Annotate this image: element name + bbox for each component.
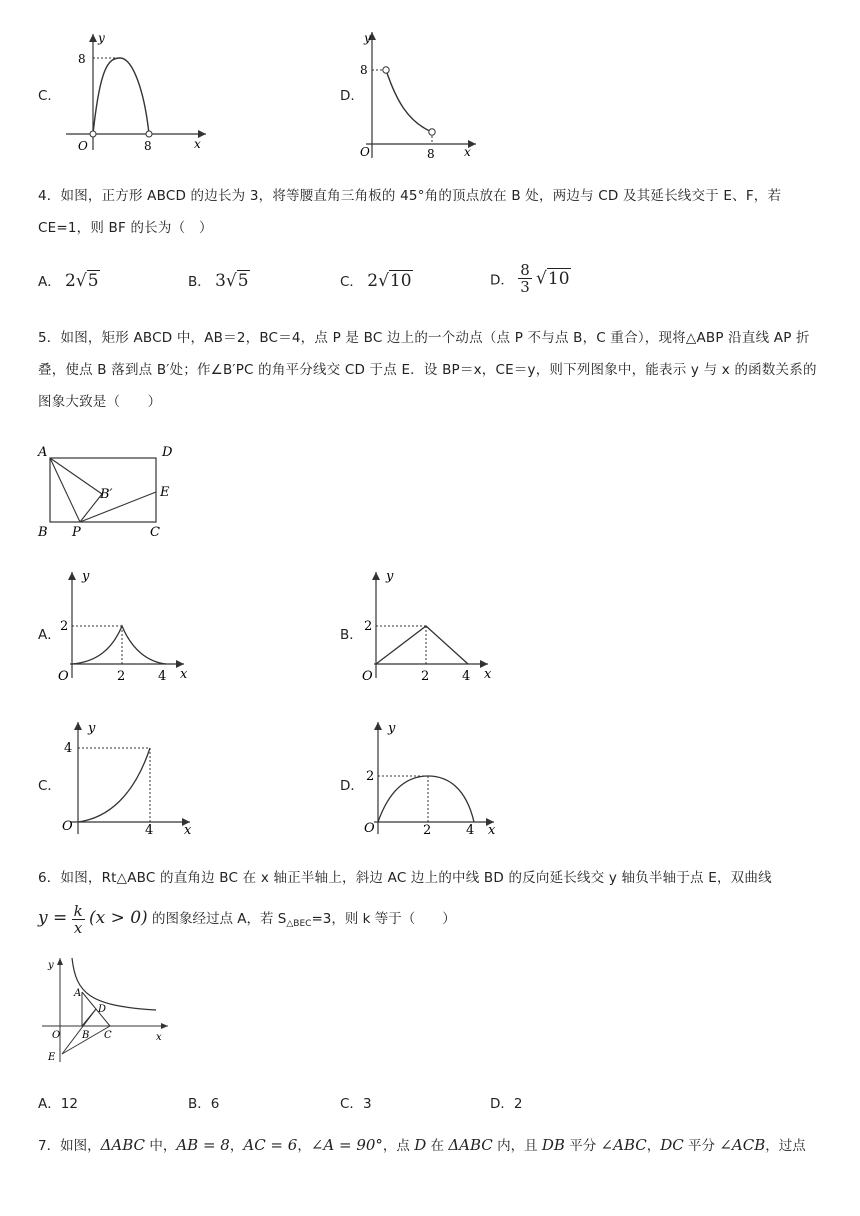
q3d-x-axis-label: x [464, 145, 471, 159]
q5-fig-label-b: B [38, 525, 48, 540]
q5d-y-axis-label: y [388, 721, 396, 736]
q3-graph-c [60, 28, 210, 154]
q6-option-c: C．3 [340, 1096, 372, 1112]
q5-fig-label-c: C [150, 525, 160, 540]
q5c-y-axis-label: y [88, 721, 96, 736]
q3-graph-d [356, 28, 480, 160]
q5b-y-tick: 2 [364, 619, 373, 634]
q5a-y-tick: 2 [60, 619, 69, 634]
q7-question-text: 7．如图，ΔABC 中，AB = 8，AC = 6，∠A = 90°，点 D 在 ΔABC 内，且 DB 平分 ∠ABC，DC 平分 ∠ACB，过点 [38, 1136, 806, 1154]
q5d-x-tick-4: 4 [466, 823, 475, 836]
q3-option-d-label: D. [340, 88, 355, 104]
q3c-y-axis-label: y [98, 31, 105, 45]
q4-option-a: A． 2√5 [38, 271, 99, 291]
q5b-x-tick-2: 2 [421, 669, 430, 684]
q5-option-a-label: A． [38, 627, 61, 643]
q6-question-line2: y = $\frac{k}{x}$ (x > 0) 的图象经过点 A，若 $S_{\triangle BEC}=3$，则 k 等于（ ） [38, 901, 456, 937]
q5a-origin-label: O [58, 669, 69, 684]
q5-option-c-label: C． [38, 778, 61, 794]
q6-fig-e-label: E [48, 1052, 56, 1063]
q5a-x-tick-2: 2 [117, 669, 126, 684]
q3d-y-axis-label: y [364, 31, 371, 45]
q3c-x-axis-label: x [194, 137, 201, 151]
q5-fig-label-a: A [38, 445, 48, 460]
q5a-x-tick-4: 4 [158, 669, 167, 684]
q4-option-b: B． 3√5 [188, 271, 249, 291]
q3c-origin-label: O [78, 139, 88, 153]
q5a-x-axis-label: x [180, 667, 188, 682]
q6-formula-den: x [73, 918, 83, 937]
q5-fig-label-bprime: B′ [100, 487, 113, 502]
q6-question-line1: 6．如图，Rt△ABC 的直角边 BC 在 x 轴正半轴上，斜边 AC 边上的中线 BD 的反向延长线交 y 轴负半轴于点 E，双曲线 [38, 870, 772, 886]
q6-fig-x-label: x [156, 1032, 162, 1043]
q3d-x-tick: 8 [427, 147, 435, 160]
q4-option-c: C． 2√10 [340, 271, 412, 291]
q5-fig-label-d: D [162, 445, 173, 460]
q5c-origin-label: O [62, 819, 73, 834]
q3d-origin-label: O [360, 145, 370, 159]
q6-fig-b-label: B [82, 1030, 90, 1041]
q5-fig-label-p: P [72, 525, 81, 540]
q6-formula-num: k [73, 901, 83, 920]
q6-hyperbola-figure [38, 954, 178, 1066]
q5b-origin-label: O [362, 669, 373, 684]
q6-fig-d-label: D [98, 1004, 107, 1015]
q6-option-a: A．12 [38, 1096, 78, 1112]
q6-option-b: B．6 [188, 1096, 220, 1112]
q5a-y-axis-label: y [82, 569, 90, 584]
q6-fig-c-label: C [104, 1030, 112, 1041]
q6-option-d: D．2 [490, 1096, 523, 1112]
q5-option-b-label: B． [340, 627, 363, 643]
q5c-x-tick-4: 4 [145, 823, 154, 836]
q3c-y-tick: 8 [78, 52, 86, 66]
q6-fig-y-label: y [48, 960, 54, 971]
q5-fig-label-e: E [160, 485, 170, 500]
q5-question-text: 5．如图，矩形 ABCD 中，AB＝2，BC＝4，点 P 是 BC 边上的一个动点（点 P 不与点 B，C 重合），现将△ABP 沿直线 AP 折叠，使点 B 落到点 B′处；作∠B′PC 的角平分线交 CD 于点 E．设 BP＝x，CE＝y，则下列图象中，能表示 y 与 x 的函数关系的图象大致是（ ） [38, 330, 817, 410]
q6-fig-a-label: A [74, 988, 82, 999]
q5-graph-d [360, 718, 500, 836]
q5c-x-axis-label: x [184, 823, 192, 836]
q5-rectangle-figure [34, 442, 184, 542]
q5-option-d-label: D． [340, 778, 364, 794]
q3d-y-tick: 8 [360, 63, 368, 77]
q5-graph-a [54, 568, 194, 684]
q5b-y-axis-label: y [386, 569, 394, 584]
q5d-x-axis-label: x [488, 823, 496, 836]
q5d-x-tick-2: 2 [423, 823, 432, 836]
q6-formula-cond: (x > 0) [88, 908, 148, 928]
q5-graph-b [358, 568, 498, 684]
q3c-x-tick: 8 [144, 139, 152, 153]
q6-fig-o-label: O [52, 1030, 61, 1041]
q5b-x-axis-label: x [484, 667, 492, 682]
q5d-y-tick: 2 [366, 769, 375, 784]
q4-question-text: 4．如图，正方形 ABCD 的边长为 3，将等腰直角三角板的 45°角的顶点放在 B 处，两边与 CD 及其延长线交于 E、F，若 CE=1，则 BF 的长为（ ） [38, 188, 782, 236]
q5c-y-tick: 4 [64, 741, 73, 756]
q5d-origin-label: O [364, 821, 375, 836]
q4-option-d: D． $\frac{8}{3}$ √10 [490, 261, 570, 296]
q5-graph-c [56, 718, 196, 836]
q6-formula-lhs: y = [38, 908, 68, 928]
q5b-x-tick-4: 4 [462, 669, 471, 684]
q3-option-c-label: C. [38, 88, 52, 104]
